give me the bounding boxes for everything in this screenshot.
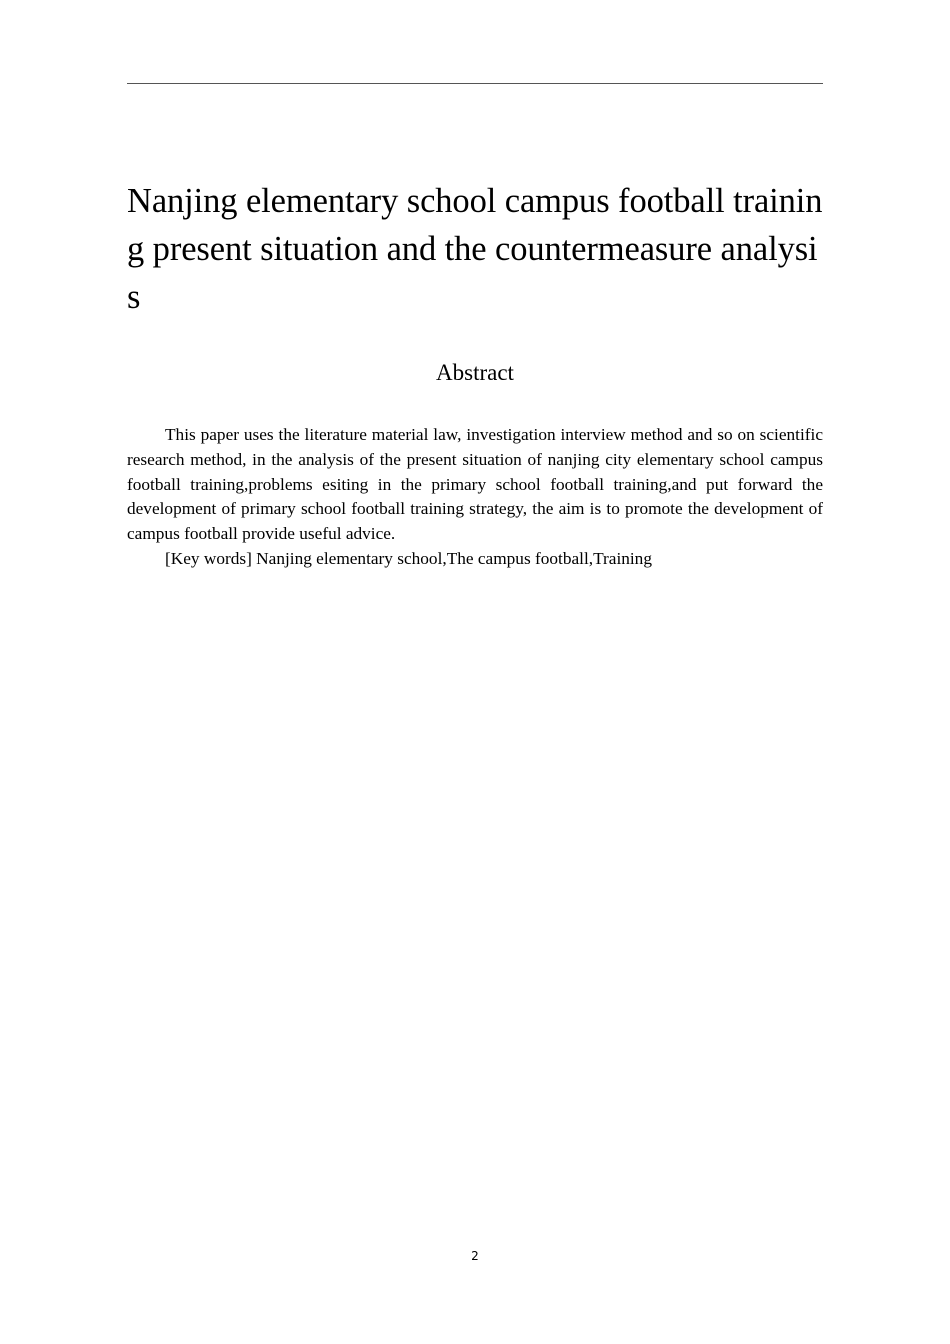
page-number: 2	[471, 1249, 479, 1263]
header-rule	[127, 83, 823, 84]
abstract-heading: Abstract	[436, 360, 514, 385]
keywords-line: [Key words] Nanjing elementary school,The campus football,Training	[165, 549, 652, 568]
abstract-paragraph: This paper uses the literature material law, investigation interview method and so on scientific research method, in the analysis of the present situation of nanjing city elementary school campus football training,problems esiting in the primary school football training,and put forward the development of primary school football training strategy, the aim is to promote the development of campus football provide useful advice.	[127, 425, 823, 544]
paper-title: Nanjing elementary school campus football training present situation and the countermeasure analysis	[127, 182, 823, 316]
